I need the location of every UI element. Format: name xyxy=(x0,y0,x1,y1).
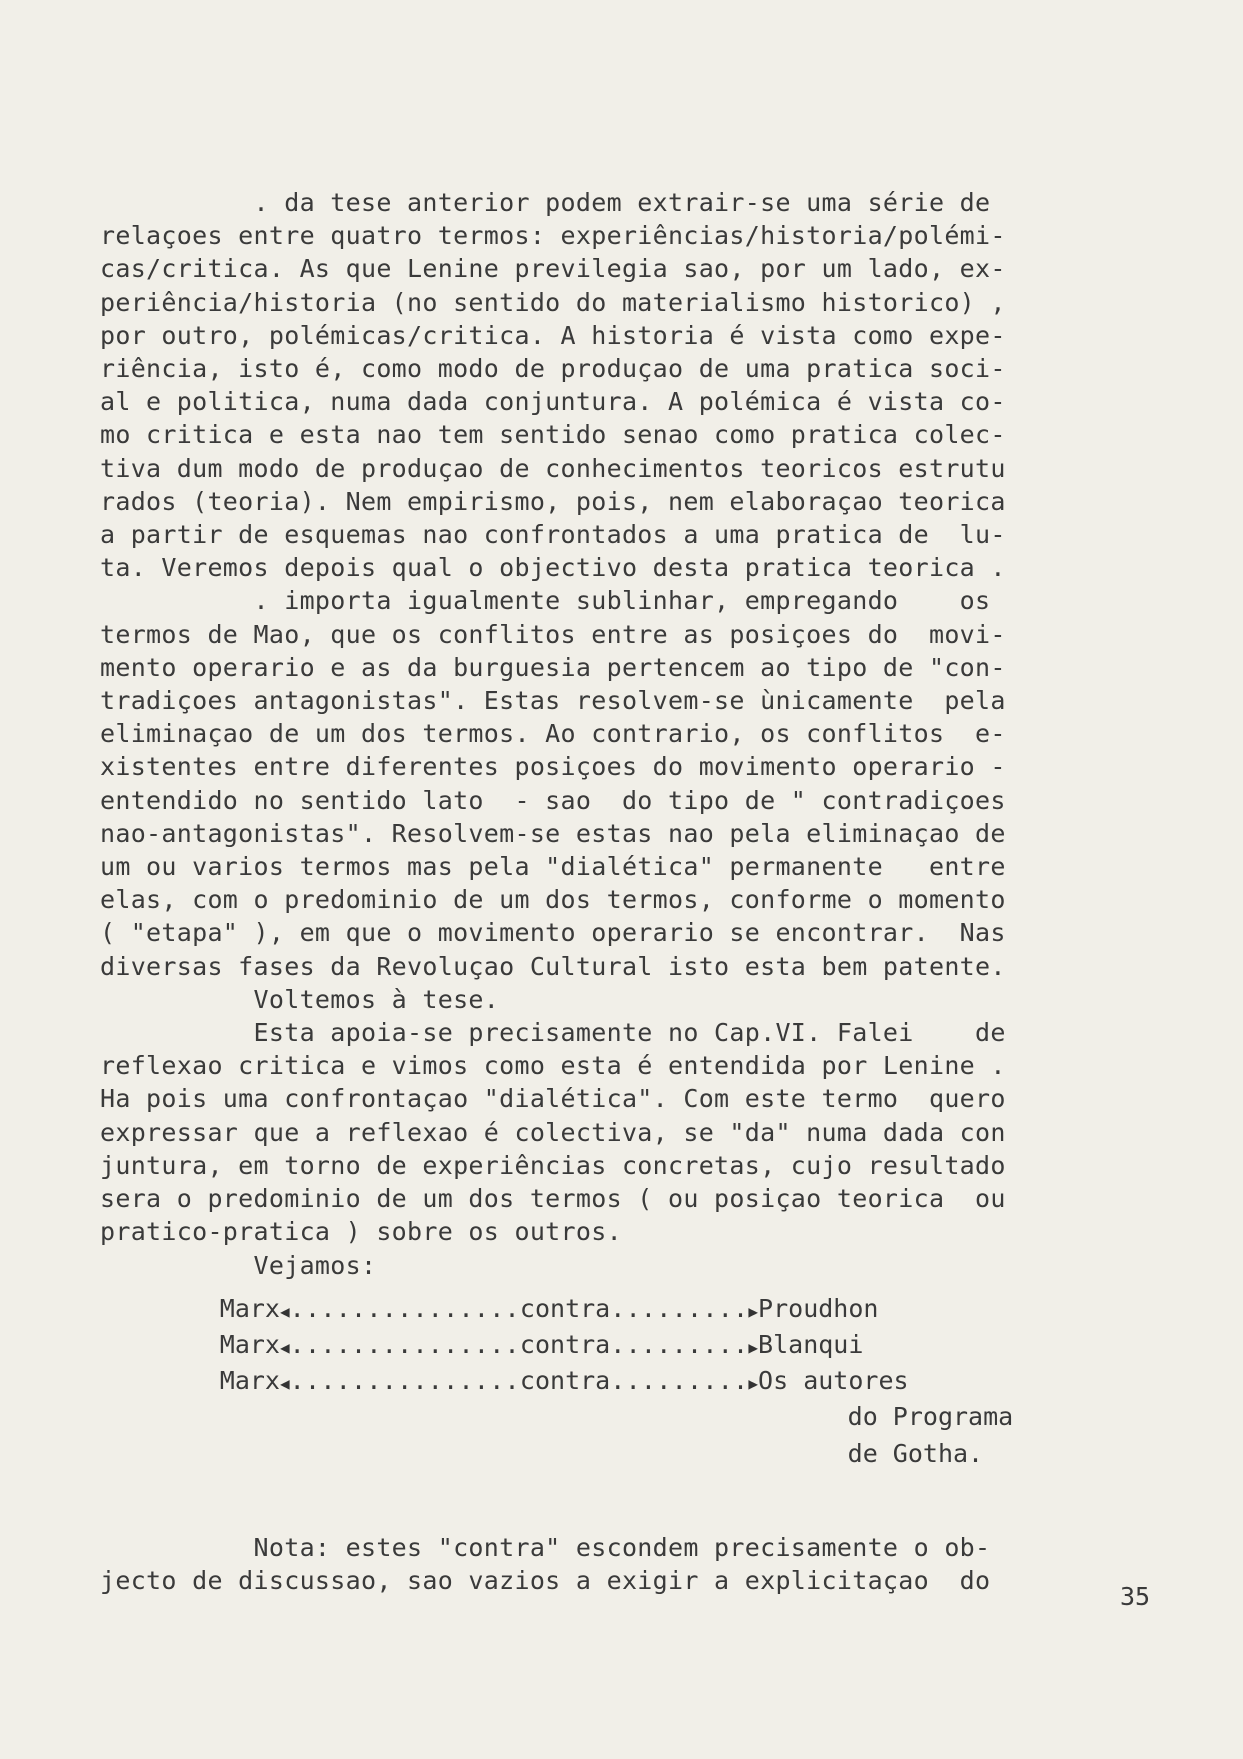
arrow-left-icon xyxy=(280,1440,838,1473)
text-line: Ha pois uma confrontaçao "dialética". Com este termo quero xyxy=(100,1084,1006,1114)
schema-row xyxy=(100,1400,1090,1436)
schema-left-term: Marx xyxy=(219,1366,280,1396)
arrow-right-icon xyxy=(838,1403,848,1436)
text-line: relaçoes entre quatro termos: experiências/historia/polémi- xyxy=(100,221,1006,251)
text-line: rados (teoria). Nem empirismo, pois, nem elaboraçao teorica xyxy=(100,486,1006,516)
text-line: Esta apoia-se precisamente no Cap.VI. Falei de xyxy=(100,1018,1006,1048)
page-number: 35 xyxy=(1120,1582,1151,1611)
dots-leader: ......... xyxy=(610,1329,749,1359)
arrow-right-icon: ▶ xyxy=(748,1301,759,1321)
dots-leader: ............... xyxy=(289,1329,520,1359)
arrow-left-icon: ◀ xyxy=(280,1337,290,1357)
text-line: riência, isto é, como modo de produçao de uma pratica soci- xyxy=(100,354,1006,384)
text-line: al e politica, numa dada conjuntura. A polémica é vista co- xyxy=(100,387,1006,417)
schema-row xyxy=(100,1437,1090,1473)
opposition-schema xyxy=(100,1292,1090,1473)
schema-right-term: Proudhon xyxy=(758,1293,879,1323)
dots-leader: ......... xyxy=(610,1366,749,1396)
text-line: reflexao critica e vimos como esta é entendida por Lenine . xyxy=(100,1051,1006,1081)
text-line: cas/critica. As que Lenine previlegia sao, por um lado, ex- xyxy=(100,254,1006,284)
schema-connector: contra xyxy=(519,1366,611,1396)
schema-left-term: Marx xyxy=(219,1293,280,1323)
spacer xyxy=(100,1473,1090,1531)
arrow-right-icon: ▶ xyxy=(748,1337,759,1357)
arrow-left-icon xyxy=(280,1403,838,1436)
schema-right-term: Blanqui xyxy=(758,1329,864,1359)
text-line: . da tese anterior podem extrair-se uma série de xyxy=(100,188,991,217)
text-line: periência/historia (no sentido do materialismo historico) , xyxy=(100,287,1006,317)
note-line: Nota: estes "contra" escondem precisamente o ob- xyxy=(100,1532,991,1562)
text-line: elas, com o predominio de um dos termos, conforme o momento xyxy=(100,885,1006,915)
text-line: . importa igualmente sublinhar, empregando os xyxy=(100,586,991,616)
text-line: diversas fases da Revoluçao Cultural isto esta bem patente. xyxy=(100,951,1006,981)
document-body xyxy=(100,186,1090,1597)
text-block xyxy=(100,186,1090,1282)
text-line: um ou varios termos mas pela "dialética" permanente entre xyxy=(100,852,1006,882)
text-line: tradiçoes antagonistas". Estas resolvem-se ùnicamente pela xyxy=(100,686,1006,716)
arrow-left-icon: ◀ xyxy=(280,1301,290,1321)
arrow-right-icon: ▶ xyxy=(748,1374,759,1394)
text-line: Vejamos: xyxy=(100,1250,377,1280)
arrow-right-icon xyxy=(838,1440,848,1473)
schema-row xyxy=(100,1292,1090,1328)
text-line: expressar que a reflexao é colectiva, se "da" numa dada con xyxy=(100,1117,1006,1147)
schema-row xyxy=(100,1364,1090,1400)
text-line: por outro, polémicas/critica. A historia é vista como expe- xyxy=(100,320,1006,350)
text-line: Voltemos à tese. xyxy=(100,984,500,1014)
schema-row xyxy=(100,1328,1090,1364)
text-line: a partir de esquemas nao confrontados a uma pratica de lu- xyxy=(100,520,1006,550)
text-line: ta. Veremos depois qual o objectivo desta pratica teorica . xyxy=(100,553,1006,583)
text-line: xistentes entre diferentes posiçoes do movimento operario - xyxy=(100,752,1006,782)
text-line: sera o predominio de um dos termos ( ou posiçao teorica ou xyxy=(100,1184,1006,1214)
schema-right-term: Os autores xyxy=(758,1366,909,1396)
text-line: mo critica e esta nao tem sentido senao como pratica colec- xyxy=(100,420,1006,450)
text-line: entendido no sentido lato - sao do tipo de " contradiçoes xyxy=(100,785,1006,815)
note-block xyxy=(100,1531,1090,1597)
text-line: mento operario e as da burguesia pertencem ao tipo de "con- xyxy=(100,652,1006,682)
schema-connector: contra xyxy=(519,1329,611,1359)
schema-left-term: Marx xyxy=(219,1329,280,1359)
text-line: nao-antagonistas". Resolvem-se estas nao pela eliminaçao de xyxy=(100,818,1006,848)
text-line: juntura, em torno de experiências concretas, cujo resultado xyxy=(100,1150,1006,1180)
schema-connector: contra xyxy=(519,1293,611,1323)
dots-leader: ............... xyxy=(289,1366,520,1396)
text-line: ( "etapa" ), em que o movimento operario se encontrar. Nas xyxy=(100,918,1006,948)
dots-leader: ............... xyxy=(289,1293,520,1323)
text-line: eliminaçao de um dos termos. Ao contrario, os conflitos e- xyxy=(100,719,1006,749)
schema-right-term: de Gotha. xyxy=(847,1438,984,1468)
text-line: pratico-pratica ) sobre os outros. xyxy=(100,1217,622,1247)
text-line: termos de Mao, que os conflitos entre as posiçoes do movi- xyxy=(100,619,1006,649)
dots-leader: ......... xyxy=(610,1293,749,1323)
schema-right-term: do Programa xyxy=(847,1402,1014,1432)
arrow-left-icon: ◀ xyxy=(280,1374,290,1394)
text-line: tiva dum modo de produçao de conhecimentos teoricos estrutu xyxy=(100,453,1006,483)
note-line: jecto de discussao, sao vazios a exigir a explicitaçao do xyxy=(100,1565,991,1595)
